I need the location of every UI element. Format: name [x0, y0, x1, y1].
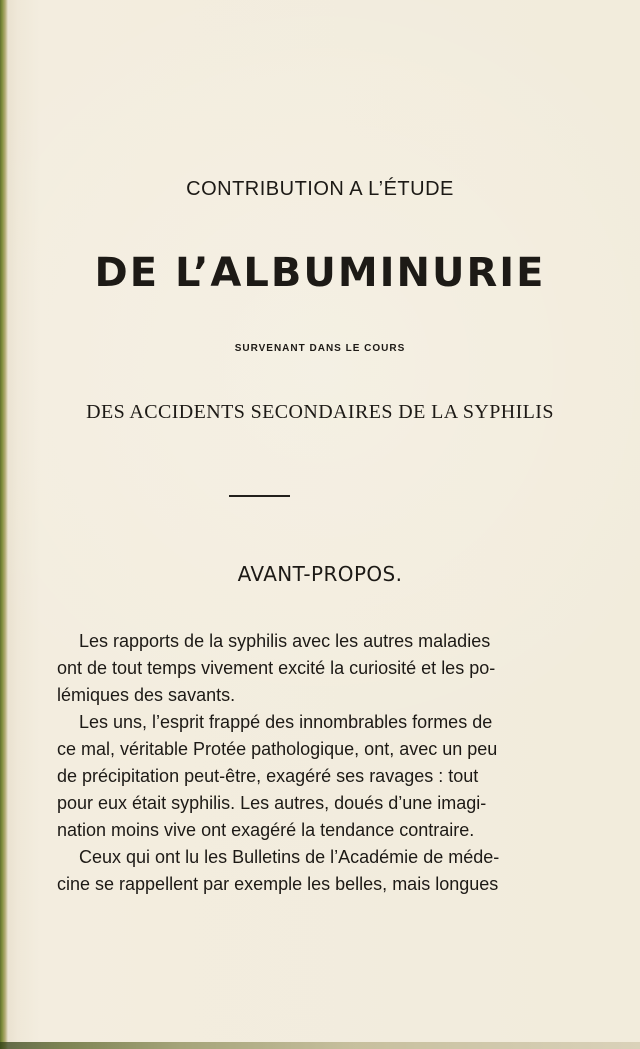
binding-edge [0, 0, 8, 1049]
bottom-page-edge [0, 1042, 640, 1049]
body-line: Les uns, l’esprit frappé des innombrables formes de [79, 712, 493, 732]
body-line: de précipitation peut-être, exagéré ses ravages : tout [57, 766, 479, 786]
title-line-4: DES ACCIDENTS SECONDAIRES DE LA SYPHILIS [86, 401, 554, 423]
body-line: ce mal, véritable Protée pathologique, ont, avec un peu [57, 739, 498, 759]
body-line: cine se rappellent par exemple les belles, mais longues [57, 874, 499, 894]
body-line: pour eux était syphilis. Les autres, doués d’une imagi- [57, 793, 487, 813]
section-divider [229, 495, 290, 497]
title-line-3: SURVENANT DANS LE COURS [234, 343, 406, 354]
body-line: nation moins vive ont exagéré la tendance contraire. [57, 820, 475, 840]
body-line: Ceux qui ont lu les Bulletins de l’Académie de méde- [79, 847, 500, 867]
body-line: ont de tout temps vivement excité la curiosité et les po- [57, 658, 496, 678]
title-line-2: DE L’ALBUMINURIE [94, 250, 546, 296]
body-line: Les rapports de la syphilis avec les autres maladies [79, 631, 491, 651]
section-heading: AVANT-PROPOS. [237, 562, 403, 586]
body-line: lémiques des savants. [57, 685, 236, 705]
title-line-1: CONTRIBUTION A L’ÉTUDE [186, 178, 454, 200]
